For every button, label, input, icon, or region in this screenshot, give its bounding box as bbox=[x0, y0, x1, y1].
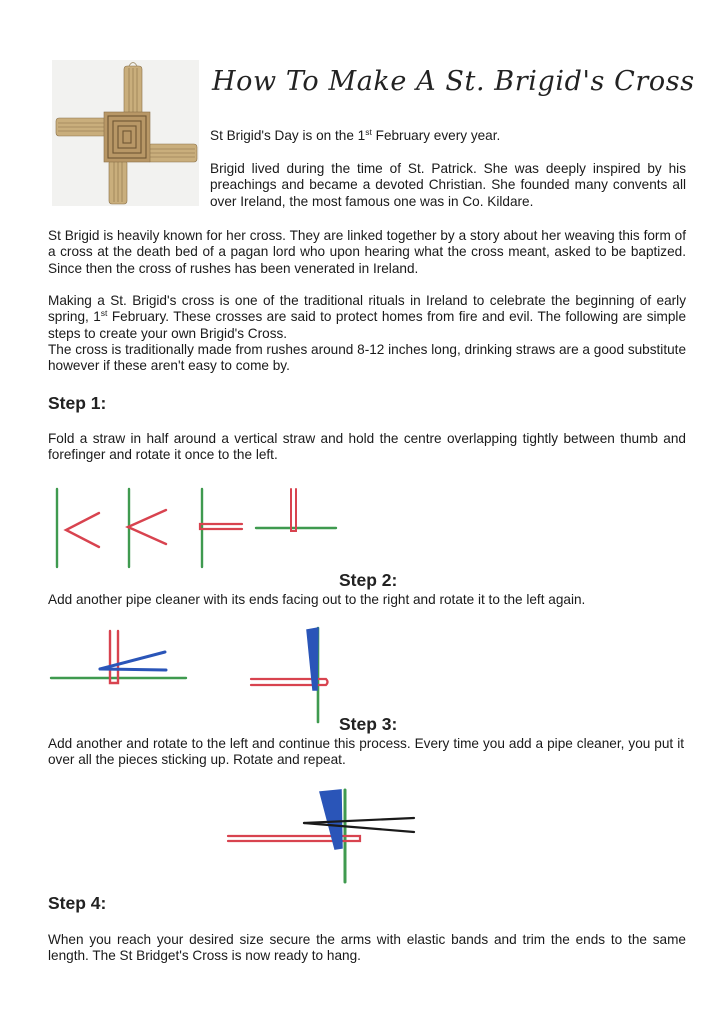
step-2-heading: Step 2: bbox=[339, 570, 398, 590]
page-title: How To Make A St. Brigid's Cross bbox=[212, 66, 695, 97]
day-line-text-end: February every year. bbox=[371, 128, 501, 143]
intro-materials: The cross is traditionally made from rushes around 8-12 inches long, drinking straws are a good substitute however if these aren't easy to come by. bbox=[48, 342, 686, 374]
tradition-text: Making a St. Brigid's cross is one of the traditional rituals in Ireland to celebrate the beginning of early spring, 1 bbox=[48, 293, 686, 325]
step-1-text: Fold a straw in half around a vertical straw and hold the centre overlapping tightly between thumb and forefinger and rotate it once to the left. bbox=[48, 431, 686, 463]
intro-history: Brigid lived during the time of St. Patrick. She was deeply inspired by his preachings and became a devoted Christian. She founded many convents all over Ireland, the most famous one was in Co. Kildare. bbox=[210, 161, 686, 209]
intro-cross-story: St Brigid is heavily known for her cross. They are linked together by a story about her weaving this form of a cross at the death bed of a pagan lord who upon hearing what the cross meant, asked to be baptized. Since then the cross of rushes has been venerated in Ireland. bbox=[48, 228, 686, 276]
step-3-text: Add another and rotate to the left and continue this process. Every time you add a pipe cleaner, you put it over all the pieces sticking up. Rotate and repeat. bbox=[48, 736, 684, 768]
step-1-heading: Step 1: bbox=[48, 393, 107, 413]
ordinal-suffix: st bbox=[365, 127, 372, 137]
step-4-text: When you reach your desired size secure the arms with elastic bands and trim the ends to the same length. The St Bridget's Cross is now ready to hang. bbox=[48, 932, 686, 964]
tradition-text-end: February. These crosses are said to protect homes from fire and evil. The following are simple steps to create your own Brigid's Cross. bbox=[48, 309, 687, 341]
ordinal-suffix: st bbox=[100, 308, 108, 319]
day-line-text: St Brigid's Day is on the 1 bbox=[210, 128, 366, 143]
step-4-heading: Step 4: bbox=[48, 893, 107, 913]
step-3-heading: Step 3: bbox=[339, 714, 398, 734]
step-2-text: Add another pipe cleaner with its ends facing out to the right and rotate it to the left again. bbox=[48, 592, 586, 607]
